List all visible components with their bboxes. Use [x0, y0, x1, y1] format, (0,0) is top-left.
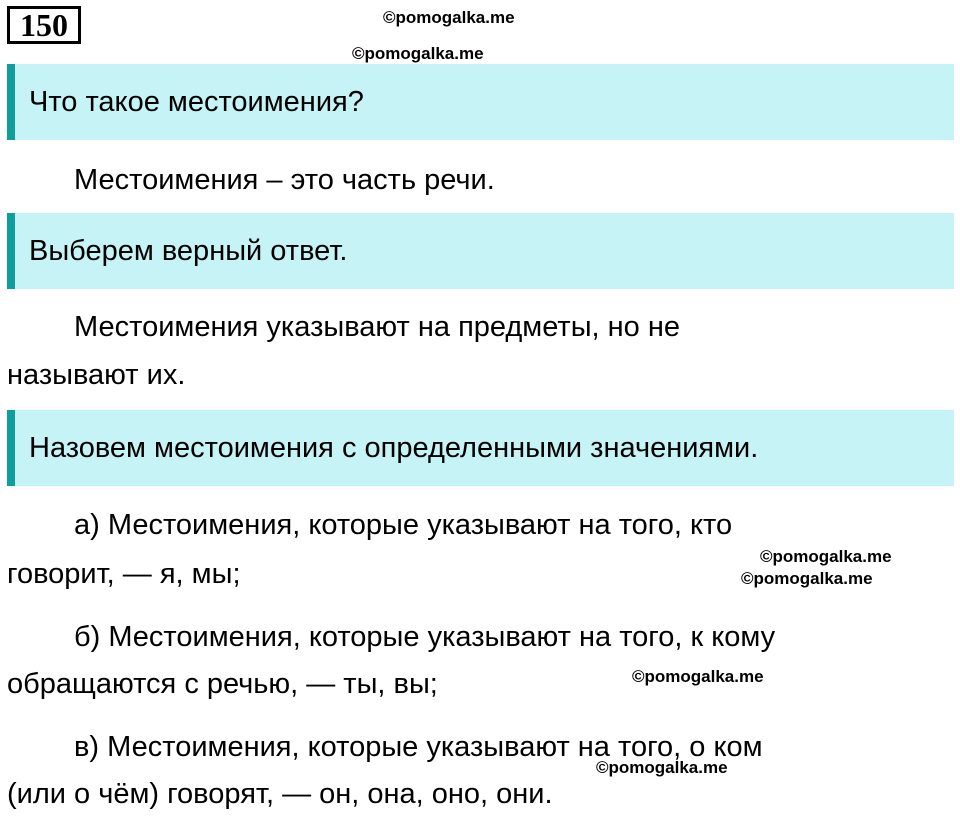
watermark: ©pomogalka.me: [352, 44, 484, 63]
answer-text: (или о чём) говорят, — он, она, оно, они.: [7, 778, 553, 810]
question-heading: Что такое местоимения?: [29, 86, 364, 118]
watermark: ©pomogalka.me: [760, 547, 892, 566]
answer-text: обращаются с речью, — ты, вы;: [7, 668, 438, 700]
watermark: ©pomogalka.me: [632, 667, 764, 686]
task-number-badge: 150: [7, 6, 81, 44]
answer-text: говорит, — я, мы;: [7, 558, 241, 590]
answer-text: б) Местоимения, которые указывают на того, к кому: [74, 621, 776, 653]
answer-text: в) Местоимения, которые указывают на того, о ком: [74, 731, 763, 763]
question-band-3: [7, 410, 954, 486]
answer-text: а) Местоимения, которые указывают на того, кто: [74, 509, 733, 541]
watermark: ©pomogalka.me: [383, 8, 515, 27]
question-heading: Назовем местоимения с определенными значениями.: [29, 432, 759, 464]
answer-text: Местоимения указывают на предметы, но не: [74, 311, 680, 343]
question-heading: Выберем верный ответ.: [29, 235, 348, 267]
question-band-2: [7, 213, 954, 289]
watermark: ©pomogalka.me: [741, 569, 873, 588]
question-band-1: [7, 64, 954, 140]
answer-text: Местоимения – это часть речи.: [74, 164, 495, 196]
watermark: ©pomogalka.me: [596, 758, 728, 777]
answer-text: называют их.: [7, 359, 186, 391]
